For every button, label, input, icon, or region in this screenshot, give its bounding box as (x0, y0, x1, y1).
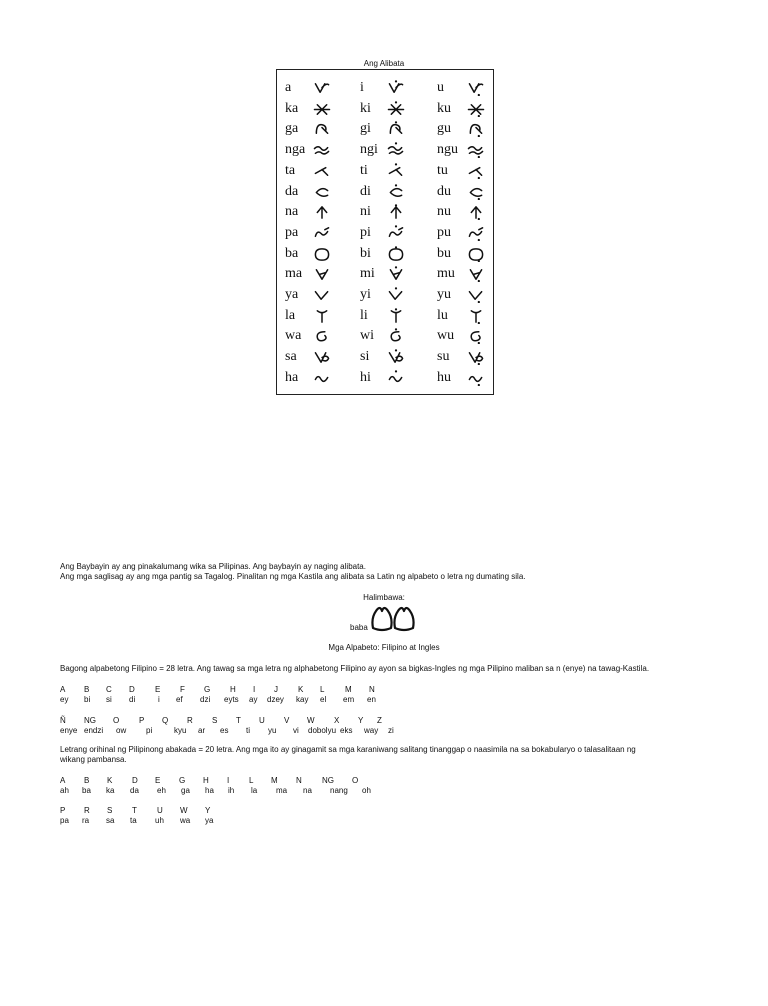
abakada-letter: H (203, 776, 209, 785)
mu-icon (467, 266, 485, 282)
bagong-sound: kyu (174, 726, 187, 735)
abakada-sound: ga (181, 786, 190, 795)
example-heading: Halimbawa: (363, 593, 405, 602)
alibata-latin-ngu: ngu (437, 142, 458, 158)
alibata-latin-u: u (437, 80, 444, 95)
bagong-sound: ef (176, 695, 183, 704)
abakada-row1-letters (0, 776, 768, 786)
ku-icon (467, 101, 485, 117)
intro-line-2: Ang mga saglisag ay ang mga pantig sa Tagalog. Pinalitan ng mga Kastila ang alibata sa Latin ng alpabeto o letra ng dumating sila. (60, 572, 526, 581)
alibata-latin-nga: nga (285, 142, 306, 158)
alibata-latin-ni: ni (360, 204, 371, 220)
alibata-latin-mu: mu (437, 266, 455, 282)
bagong-letter: Q (162, 716, 169, 725)
baba-icon (370, 602, 420, 632)
abakada-letter: K (107, 776, 113, 785)
bagong-sound: i (158, 695, 160, 704)
bagong-letter: D (129, 685, 135, 694)
bagong-letter: R (187, 716, 193, 725)
alibata-latin-mi: mi (360, 266, 375, 282)
bagong-letter: W (307, 716, 315, 725)
bagong-sound: em (343, 695, 355, 704)
bagong-sound: dzey (267, 695, 284, 704)
bagong-letter: J (274, 685, 278, 694)
bagong-letter: E (155, 685, 161, 694)
abakada-letter: W (180, 806, 188, 815)
abakada-letter: S (107, 806, 113, 815)
wi-icon (387, 328, 405, 344)
da-icon (313, 184, 331, 200)
lu-icon (467, 308, 485, 324)
ngi-icon (387, 142, 405, 158)
abakada-sound: ih (228, 786, 235, 795)
alibata-latin-yu: yu (437, 287, 451, 302)
abakada-letter: L (249, 776, 254, 785)
section-title: Mga Alpabeto: Filipino at Ingles (328, 643, 440, 652)
ti-icon (387, 163, 405, 179)
bagong-sound: ow (116, 726, 127, 735)
abakada-text-line2: wikang pambansa. (60, 755, 127, 764)
alibata-latin-di: di (360, 183, 371, 199)
alibata-latin-nu: nu (437, 204, 451, 220)
alibata-latin-du: du (437, 183, 451, 199)
gu-icon (467, 121, 485, 137)
abakada-letter: E (155, 776, 161, 785)
u-icon (467, 80, 485, 96)
bagong-row1-sounds (0, 695, 768, 705)
alibata-latin-su: su (437, 349, 450, 365)
abakada-sound: la (251, 786, 258, 795)
bagong-sound: eyts (224, 695, 239, 704)
alibata-latin-ya: ya (285, 287, 299, 302)
bagong-row2-letters (0, 716, 768, 726)
bagong-letter: A (60, 685, 66, 694)
abakada-sound: ah (60, 786, 69, 795)
abakada-sound: oh (362, 786, 371, 795)
ha-icon (313, 370, 331, 386)
bagong-sound: ar (198, 726, 206, 735)
ba-icon (313, 246, 331, 262)
pi-icon (387, 225, 405, 241)
a-icon (313, 80, 331, 96)
abakada-sound: ha (205, 786, 214, 795)
bagong-sound: way (364, 726, 379, 735)
bagong-letter: Y (358, 716, 364, 725)
bagong-sound: dzi (200, 695, 211, 704)
ma-icon (313, 266, 331, 282)
bagong-sound: si (106, 695, 112, 704)
alibata-latin-ga: ga (285, 121, 299, 137)
alibata-latin-bu: bu (437, 245, 451, 261)
bagong-letter: S (212, 716, 218, 725)
tu-icon (467, 163, 485, 179)
bagong-row1-letters (0, 685, 768, 695)
bagong-sound: enye (60, 726, 78, 735)
nga-icon (313, 142, 331, 158)
alibata-latin-wu: wu (437, 328, 455, 344)
bu-icon (467, 246, 485, 262)
bagong-letter: H (230, 685, 236, 694)
yu-icon (467, 287, 485, 303)
bagong-text: Bagong alpabetong Filipino = 28 letra. Ang tawag sa mga letra ng alphabetong Filipino ay ayon sa bigkas-Ingles ng mga Pilipino maliban sa n (enye) na tawag-Kastila. (60, 664, 650, 673)
alibata-latin-hu: hu (437, 369, 451, 385)
abakada-sound: ya (205, 816, 214, 825)
di-icon (387, 184, 405, 200)
alibata-latin-pu: pu (437, 224, 451, 240)
bagong-sound: di (129, 695, 136, 704)
bagong-letter: O (113, 716, 120, 725)
alibata-latin-ta: ta (285, 162, 296, 178)
bagong-sound: yu (268, 726, 277, 735)
pa-icon (313, 225, 331, 241)
sa-icon (313, 349, 331, 365)
ki-icon (387, 101, 405, 117)
abakada-text-line1: Letrang orihinal ng Pilipinong abakada = 20 letra. Ang mga ito ay ginagamit sa mga karaniwang salitang tinanggap o naasimila na sa bokabularyo o talasalitaan ng (60, 745, 636, 754)
bagong-letter: V (284, 716, 290, 725)
si-icon (387, 349, 405, 365)
abakada-sound: ma (276, 786, 288, 795)
nu-icon (467, 204, 485, 220)
abakada-sound: pa (60, 816, 69, 825)
bagong-sound: en (367, 695, 376, 704)
su-icon (467, 349, 485, 365)
alibata-latin-pi: pi (360, 224, 371, 240)
bagong-sound: dobolyu (308, 726, 337, 735)
du-icon (467, 184, 485, 200)
alibata-latin-ma: ma (285, 266, 303, 282)
abakada-row2-letters (0, 806, 768, 816)
bagong-letter: B (84, 685, 90, 694)
la-icon (313, 308, 331, 324)
bagong-letter: NG (84, 716, 96, 725)
alibata-latin-wi: wi (360, 328, 374, 344)
abakada-letter: P (60, 806, 66, 815)
abakada-sound: ka (106, 786, 115, 795)
alibata-table-title: Ang Alibata (363, 59, 405, 68)
alibata-latin-ki: ki (360, 100, 371, 116)
abakada-sound: sa (106, 816, 115, 825)
wa-icon (313, 328, 331, 344)
alibata-latin-da: da (285, 183, 299, 199)
ta-icon (313, 163, 331, 179)
i-icon (387, 80, 405, 96)
gi-icon (387, 121, 405, 137)
bagong-sound: zi (388, 726, 394, 735)
pu-icon (467, 225, 485, 241)
intro-line-1: Ang Baybayin ay ang pinakalumang wika sa Pilipinas. Ang baybayin ay naging alibata. (60, 562, 366, 571)
alibata-latin-ku: ku (437, 100, 451, 116)
yi-icon (387, 287, 405, 303)
bagong-letter: U (259, 716, 265, 725)
ga-icon (313, 121, 331, 137)
abakada-letter: R (84, 806, 90, 815)
bagong-sound: pi (146, 726, 153, 735)
mi-icon (387, 266, 405, 282)
abakada-letter: O (352, 776, 359, 785)
bagong-letter: I (253, 685, 256, 694)
abakada-letter: U (157, 806, 163, 815)
bagong-row2-sounds (0, 726, 768, 736)
abakada-sound: eh (157, 786, 166, 795)
alibata-latin-tu: tu (437, 162, 448, 178)
bagong-sound: bi (84, 695, 91, 704)
ngu-icon (467, 142, 485, 158)
bagong-sound: es (220, 726, 229, 735)
alibata-latin-gi: gi (360, 121, 371, 137)
bagong-sound: el (320, 695, 327, 704)
abakada-letter: D (132, 776, 138, 785)
abakada-letter: NG (322, 776, 334, 785)
alibata-latin-la: la (285, 307, 296, 323)
bagong-sound: kay (296, 695, 309, 704)
bagong-letter: T (236, 716, 241, 725)
bagong-sound: ti (246, 726, 250, 735)
bagong-letter: L (320, 685, 325, 694)
alibata-latin-gu: gu (437, 121, 451, 137)
bagong-letter: N (369, 685, 375, 694)
hi-icon (387, 370, 405, 386)
alibata-latin-wa: wa (285, 328, 302, 344)
alibata-table (276, 69, 494, 395)
wu-icon (467, 328, 485, 344)
abakada-row1-sounds (0, 786, 768, 796)
abakada-sound: ta (130, 816, 137, 825)
alibata-latin-i: i (360, 80, 364, 95)
bagong-letter: Z (377, 716, 382, 725)
alibata-latin-ba: ba (285, 245, 299, 261)
alibata-latin-na: na (285, 204, 299, 220)
abakada-sound: wa (180, 816, 191, 825)
bagong-letter: G (204, 685, 211, 694)
abakada-sound: na (303, 786, 312, 795)
bagong-letter: K (298, 685, 304, 694)
abakada-sound: nang (330, 786, 348, 795)
abakada-letter: T (132, 806, 137, 815)
alibata-latin-a: a (285, 80, 292, 95)
alibata-latin-si: si (360, 349, 370, 365)
ka-icon (313, 101, 331, 117)
bagong-letter: P (139, 716, 145, 725)
alibata-latin-ha: ha (285, 369, 299, 385)
example-word: baba (350, 623, 368, 632)
bagong-letter: M (345, 685, 352, 694)
abakada-letter: G (179, 776, 186, 785)
abakada-letter: Y (205, 806, 211, 815)
bagong-letter: X (334, 716, 340, 725)
li-icon (387, 308, 405, 324)
abakada-sound: da (130, 786, 139, 795)
bi-icon (387, 246, 405, 262)
bagong-sound: eks (340, 726, 353, 735)
abakada-letter: I (227, 776, 230, 785)
alibata-latin-ngi: ngi (360, 142, 378, 158)
bagong-sound: ay (249, 695, 258, 704)
alibata-latin-yi: yi (360, 287, 371, 302)
alibata-latin-bi: bi (360, 245, 371, 261)
alibata-latin-sa: sa (285, 349, 297, 365)
abakada-letter: N (296, 776, 302, 785)
abakada-sound: ra (82, 816, 90, 825)
bagong-sound: ey (60, 695, 69, 704)
alibata-latin-lu: lu (437, 307, 448, 323)
alibata-latin-ka: ka (285, 100, 299, 116)
abakada-row2-sounds (0, 816, 768, 826)
bagong-sound: endzi (84, 726, 104, 735)
abakada-letter: M (271, 776, 278, 785)
alibata-latin-li: li (360, 307, 368, 323)
hu-icon (467, 370, 485, 386)
abakada-sound: ba (82, 786, 91, 795)
abakada-sound: uh (155, 816, 164, 825)
alibata-latin-ti: ti (360, 162, 368, 178)
alibata-latin-pa: pa (285, 224, 299, 240)
abakada-letter: B (84, 776, 90, 785)
bagong-letter: F (180, 685, 185, 694)
ya-icon (313, 287, 331, 303)
na-icon (313, 204, 331, 220)
bagong-letter: Ñ (60, 716, 66, 725)
alibata-latin-hi: hi (360, 369, 371, 385)
bagong-sound: vi (293, 726, 299, 735)
ni-icon (387, 204, 405, 220)
abakada-letter: A (60, 776, 66, 785)
bagong-letter: C (106, 685, 112, 694)
